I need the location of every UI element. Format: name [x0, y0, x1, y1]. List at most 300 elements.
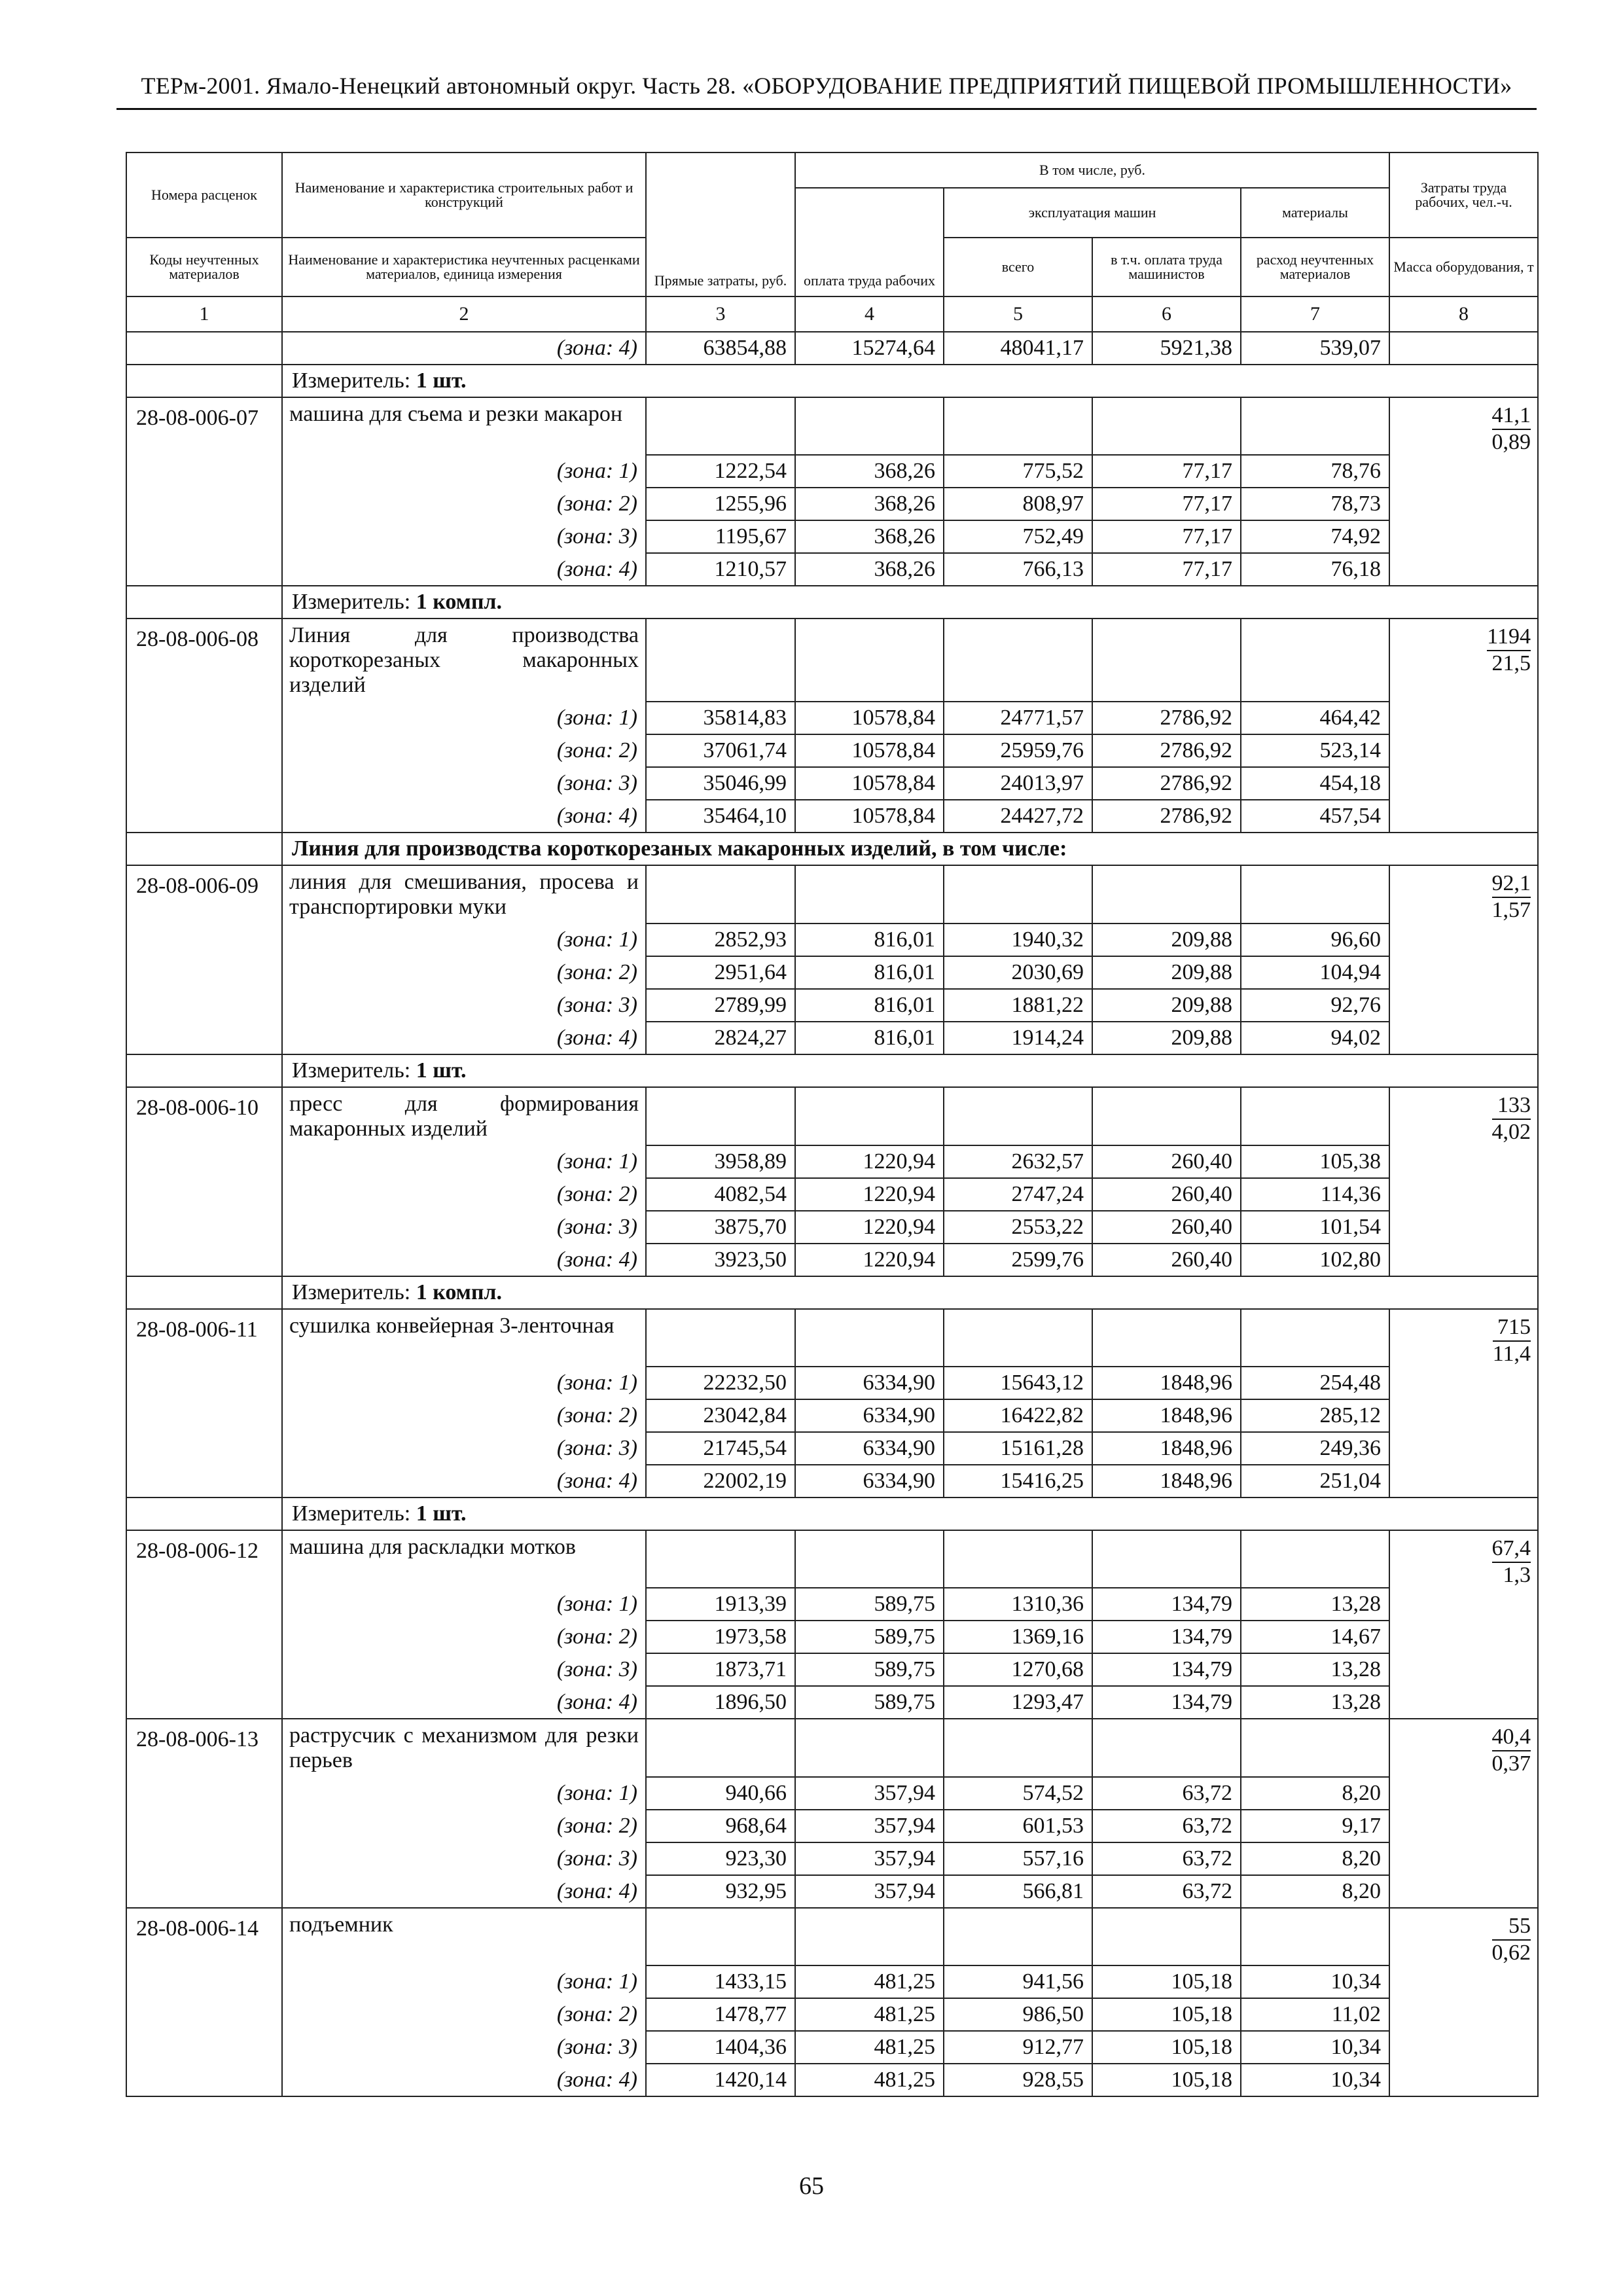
rate-title-row: [126, 1908, 1538, 1965]
machines-total: 1940,32: [944, 924, 1092, 956]
measure-unit: [282, 365, 1538, 397]
zone-row: [126, 1022, 1538, 1054]
labor-pay: 15274,64: [795, 332, 944, 365]
direct-cost: 1913,39: [646, 1588, 795, 1621]
zone-row: [126, 924, 1538, 956]
labor-pay: 10578,84: [795, 767, 944, 800]
labor-pay: 10578,84: [795, 702, 944, 734]
equipment-mass: 21,5: [1491, 651, 1531, 675]
equipment-mass: 0,62: [1491, 1941, 1531, 1965]
measure-value: 1 шт.: [416, 1058, 467, 1083]
direct-cost: 1433,15: [646, 1965, 795, 1998]
materials-cost: 114,36: [1241, 1178, 1389, 1211]
labor-pay: 816,01: [795, 956, 944, 989]
direct-cost: 932,95: [646, 1875, 795, 1908]
zone-label: (зона: 3): [282, 1432, 646, 1465]
col2-header-a: Наименование и характеристика строительных работ и конструкций: [282, 152, 646, 238]
materials-cost: 96,60: [1241, 924, 1389, 956]
labor-pay: 481,25: [795, 2064, 944, 2096]
zone-label: (зона: 1): [282, 1777, 646, 1810]
machinists-pay: 63,72: [1092, 1810, 1241, 1842]
labor-pay: 589,75: [795, 1621, 944, 1653]
direct-cost: 2852,93: [646, 924, 795, 956]
rate-title-row: [126, 1309, 1538, 1367]
materials-cost: 92,76: [1241, 989, 1389, 1022]
zone-label: (зона: 4): [282, 1465, 646, 1498]
materials-cost: 251,04: [1241, 1465, 1389, 1498]
materials-cost: 104,94: [1241, 956, 1389, 989]
machines-total: 912,77: [944, 2031, 1092, 2064]
measure-prefix: Измеритель:: [292, 1280, 416, 1304]
measure-row: [126, 1498, 1538, 1530]
zone-label: (зона: 4): [282, 1686, 646, 1719]
labor-mass: [1389, 619, 1538, 702]
direct-cost: 3875,70: [646, 1211, 795, 1244]
machines-total: 941,56: [944, 1965, 1092, 1998]
labor-mass-fraction: [1492, 403, 1531, 455]
direct-cost: 4082,54: [646, 1178, 795, 1211]
labor-pay: 6334,90: [795, 1465, 944, 1498]
rate-code: 28-08-006-12: [126, 1530, 282, 1588]
labor-pay: 6334,90: [795, 1367, 944, 1399]
labor-pay: 6334,90: [795, 1432, 944, 1465]
col3-header: Прямые затраты, руб.: [646, 152, 795, 296]
zone-row: [126, 1145, 1538, 1178]
machinists-pay: 2786,92: [1092, 734, 1241, 767]
machines-total: 986,50: [944, 1998, 1092, 2031]
labor-pay: 1220,94: [795, 1244, 944, 1276]
column-number: 3: [646, 296, 795, 332]
equipment-mass: 0,89: [1491, 430, 1531, 454]
labor-pay: 1220,94: [795, 1178, 944, 1211]
zone-label: (зона: 2): [282, 956, 646, 989]
zone-label: (зона: 3): [282, 767, 646, 800]
labor-pay: 589,75: [795, 1588, 944, 1621]
machines-total: 24427,72: [944, 800, 1092, 833]
rate-title-row: [126, 1719, 1538, 1777]
machinists-pay: 63,72: [1092, 1842, 1241, 1875]
zone-row: [126, 1810, 1538, 1842]
machines-total: 566,81: [944, 1875, 1092, 1908]
materials-cost: 11,02: [1241, 1998, 1389, 2031]
direct-cost: 1420,14: [646, 2064, 795, 2096]
materials-cost: 14,67: [1241, 1621, 1389, 1653]
machinists-pay: 134,79: [1092, 1686, 1241, 1719]
labor-pay: 589,75: [795, 1686, 944, 1719]
zone-label: (зона: 1): [282, 702, 646, 734]
col4-header: оплата труда рабочих: [795, 188, 944, 296]
zone-label: (зона: 2): [282, 1998, 646, 2031]
direct-cost: 2824,27: [646, 1022, 795, 1054]
labor-pay: 357,94: [795, 1842, 944, 1875]
materials-cost: 74,92: [1241, 520, 1389, 553]
machinists-pay: 2786,92: [1092, 800, 1241, 833]
machinists-pay: 1848,96: [1092, 1432, 1241, 1465]
direct-cost: 1973,58: [646, 1621, 795, 1653]
zone-row: [126, 1178, 1538, 1211]
rate-name: линия для смешивания, просева и транспортировки муки: [282, 865, 646, 924]
rate-title-row: [126, 619, 1538, 702]
machines-total: 752,49: [944, 520, 1092, 553]
machines-total: 48041,17: [944, 332, 1092, 365]
direct-cost: 63854,88: [646, 332, 795, 365]
labor-pay: 816,01: [795, 1022, 944, 1054]
materials-cost: 76,18: [1241, 553, 1389, 586]
materials-cost: 94,02: [1241, 1022, 1389, 1054]
labor-mass-fraction: [1493, 1315, 1531, 1367]
rate-code: 28-08-006-10: [126, 1087, 282, 1145]
machines-total: 15643,12: [944, 1367, 1092, 1399]
labor-hours: 715: [1493, 1315, 1531, 1342]
carry-over-row: [126, 332, 1538, 365]
materials-cost: 457,54: [1241, 800, 1389, 833]
direct-cost: 1873,71: [646, 1653, 795, 1686]
direct-cost: 1478,77: [646, 1998, 795, 2031]
rate-code: 28-08-006-11: [126, 1309, 282, 1367]
machinists-pay: 1848,96: [1092, 1399, 1241, 1432]
machinists-pay: 105,18: [1092, 1965, 1241, 1998]
direct-cost: 940,66: [646, 1777, 795, 1810]
materials-cost: 78,76: [1241, 455, 1389, 488]
measure-unit: [282, 586, 1538, 619]
labor-pay: 816,01: [795, 989, 944, 1022]
labor-mass: [1389, 1908, 1538, 1965]
column-number: 4: [795, 296, 944, 332]
direct-cost: 35814,83: [646, 702, 795, 734]
zone-row: [126, 1686, 1538, 1719]
zone-row: [126, 1653, 1538, 1686]
rate-title-row: [126, 865, 1538, 924]
direct-cost: 1255,96: [646, 488, 795, 520]
rate-name: пресс для формирования макаронных изделий: [282, 1087, 646, 1145]
column-number: 5: [944, 296, 1092, 332]
equipment-mass: 1,57: [1491, 898, 1531, 922]
zone-row: [126, 734, 1538, 767]
zone-row: [126, 553, 1538, 586]
direct-cost: 1404,36: [646, 2031, 795, 2064]
zone-row: [126, 1842, 1538, 1875]
labor-pay: 368,26: [795, 488, 944, 520]
zone-row: [126, 2031, 1538, 2064]
rate-code: 28-08-006-13: [126, 1719, 282, 1777]
materials-cost: 8,20: [1241, 1875, 1389, 1908]
labor-pay: 368,26: [795, 455, 944, 488]
column-numbers-row: [126, 296, 1538, 332]
labor-hours: 40,4: [1492, 1725, 1531, 1751]
machines-total: 557,16: [944, 1842, 1092, 1875]
direct-cost: 21745,54: [646, 1432, 795, 1465]
machinists-pay: 134,79: [1092, 1653, 1241, 1686]
column-number: 6: [1092, 296, 1241, 332]
zone-label: (зона: 2): [282, 488, 646, 520]
zone-row: [126, 989, 1538, 1022]
measure-prefix: Измеритель:: [292, 368, 416, 393]
direct-cost: 35464,10: [646, 800, 795, 833]
direct-cost: 3958,89: [646, 1145, 795, 1178]
labor-pay: 481,25: [795, 1965, 944, 1998]
zone-row: [126, 956, 1538, 989]
rate-name: машина для раскладки мотков: [282, 1530, 646, 1588]
rate-name: раструсчик с механизмом для резки перьев: [282, 1719, 646, 1777]
equipment-mass: 1,3: [1503, 1563, 1531, 1587]
zone-row: [126, 1367, 1538, 1399]
zone-row: [126, 488, 1538, 520]
direct-cost: 1210,57: [646, 553, 795, 586]
zone-label: (зона: 2): [282, 1810, 646, 1842]
zone-label: (зона: 1): [282, 1367, 646, 1399]
materials-cost: 13,28: [1241, 1588, 1389, 1621]
machines-total: 1270,68: [944, 1653, 1092, 1686]
machinists-pay: 63,72: [1092, 1777, 1241, 1810]
measure-value: 1 компл.: [416, 1280, 503, 1304]
column-number: 1: [126, 296, 282, 332]
labor-mass: [1389, 1087, 1538, 1145]
measure-prefix: Измеритель:: [292, 590, 416, 614]
materials-cost: 285,12: [1241, 1399, 1389, 1432]
materials-cost: 101,54: [1241, 1211, 1389, 1244]
materials-cost: 10,34: [1241, 2031, 1389, 2064]
measure-unit: [282, 1276, 1538, 1309]
zone-row: [126, 1621, 1538, 1653]
direct-cost: 3923,50: [646, 1244, 795, 1276]
measure-value: 1 шт.: [416, 1501, 467, 1526]
machines-total: 24013,97: [944, 767, 1092, 800]
machinists-pay: 134,79: [1092, 1588, 1241, 1621]
labor-pay: 1220,94: [795, 1211, 944, 1244]
rate-code: 28-08-006-14: [126, 1908, 282, 1965]
page-header: ТЕРм-2001. Ямало-Ненецкий автономный округ. Часть 28. «ОБОРУДОВАНИЕ ПРЕДПРИЯТИЙ ПИЩЕВОЙ ПРОМЫШЛЕННОСТИ»: [141, 73, 1512, 99]
measure-row: [126, 1276, 1538, 1309]
zone-label: (зона: 4): [282, 332, 646, 365]
zone-row: [126, 1211, 1538, 1244]
materials-cost: 13,28: [1241, 1653, 1389, 1686]
zone-row: [126, 520, 1538, 553]
machinists-pay: 209,88: [1092, 956, 1241, 989]
zone-label: (зона: 3): [282, 989, 646, 1022]
materials-cost: 523,14: [1241, 734, 1389, 767]
machinists-pay: 105,18: [1092, 2031, 1241, 2064]
measure-unit: [282, 1054, 1538, 1087]
direct-cost: 1896,50: [646, 1686, 795, 1719]
zone-label: (зона: 4): [282, 800, 646, 833]
labor-hours: 92,1: [1492, 871, 1531, 898]
labor-mass: [1389, 865, 1538, 924]
materials-cost: 78,73: [1241, 488, 1389, 520]
labor-pay: 6334,90: [795, 1399, 944, 1432]
zone-label: (зона: 2): [282, 1399, 646, 1432]
labor-hours: 41,1: [1492, 403, 1531, 430]
labor-pay: 816,01: [795, 924, 944, 956]
machinists-pay: 209,88: [1092, 924, 1241, 956]
zone-row: [126, 800, 1538, 833]
zone-label: (зона: 4): [282, 1022, 646, 1054]
zone-label: (зона: 3): [282, 520, 646, 553]
zone-label: (зона: 4): [282, 553, 646, 586]
machines-total: 928,55: [944, 2064, 1092, 2096]
labor-mass-fraction: [1492, 1093, 1531, 1145]
machines-total: 2553,22: [944, 1211, 1092, 1244]
zone-label: (зона: 1): [282, 924, 646, 956]
machines-total: 2599,76: [944, 1244, 1092, 1276]
rate-code: 28-08-006-09: [126, 865, 282, 924]
labor-pay: 357,94: [795, 1777, 944, 1810]
machines-total: 1914,24: [944, 1022, 1092, 1054]
machinists-pay: 209,88: [1092, 1022, 1241, 1054]
materials-cost: 9,17: [1241, 1810, 1389, 1842]
zone-row: [126, 1399, 1538, 1432]
zone-row: [126, 1588, 1538, 1621]
labor-mass: [1389, 1309, 1538, 1367]
materials-cost: 454,18: [1241, 767, 1389, 800]
rate-name: подъемник: [282, 1908, 646, 1965]
labor-pay: 1220,94: [795, 1145, 944, 1178]
machinists-pay: 209,88: [1092, 989, 1241, 1022]
measure-row: [126, 365, 1538, 397]
labor-hours: 1194: [1487, 624, 1531, 651]
zone-label: (зона: 4): [282, 2064, 646, 2096]
labor-mass: [1389, 397, 1538, 455]
rate-title-row: [126, 1530, 1538, 1588]
incl-header: В том числе, руб.: [795, 152, 1389, 188]
labor-mass-fraction: [1492, 1914, 1531, 1965]
machines-total: 15161,28: [944, 1432, 1092, 1465]
machines-total: 775,52: [944, 455, 1092, 488]
labor-mass: [1389, 1719, 1538, 1777]
measure-value: 1 компл.: [416, 590, 503, 614]
direct-cost: 35046,99: [646, 767, 795, 800]
col8-header-a: Затраты труда рабочих, чел.-ч.: [1389, 152, 1538, 238]
machinists-pay: 1848,96: [1092, 1465, 1241, 1498]
machinists-pay: 105,18: [1092, 2064, 1241, 2096]
machinists-pay: 260,40: [1092, 1211, 1241, 1244]
zone-label: (зона: 3): [282, 1211, 646, 1244]
column-number: 8: [1389, 296, 1538, 332]
machines-total: 25959,76: [944, 734, 1092, 767]
equipment-mass: 0,37: [1491, 1751, 1531, 1776]
machines-total: 24771,57: [944, 702, 1092, 734]
labor-pay: 357,94: [795, 1810, 944, 1842]
zone-label: (зона: 1): [282, 1145, 646, 1178]
rates-table: [126, 152, 1539, 2097]
machines-total: 766,13: [944, 553, 1092, 586]
measure-row: [126, 586, 1538, 619]
labor-hours: 133: [1492, 1093, 1531, 1120]
machines-total: 601,53: [944, 1810, 1092, 1842]
machinists-pay: 63,72: [1092, 1875, 1241, 1908]
materials-cost: 249,36: [1241, 1432, 1389, 1465]
zone-label: (зона: 3): [282, 2031, 646, 2064]
labor-hours: 55: [1492, 1914, 1531, 1941]
section-title: Линия для производства короткорезаных макаронных изделий, в том числе:: [282, 833, 1538, 865]
machinists-pay: 77,17: [1092, 553, 1241, 586]
labor-pay: 368,26: [795, 553, 944, 586]
rate-name: Линия для производства короткорезаных макаронных изделий: [282, 619, 646, 702]
col1-header-b: Коды неучтенных материалов: [126, 238, 282, 296]
machinists-pay: 77,17: [1092, 455, 1241, 488]
zone-label: (зона: 2): [282, 1621, 646, 1653]
zone-row: [126, 1244, 1538, 1276]
materials-cost: 10,34: [1241, 1965, 1389, 1998]
equipment-mass: 11,4: [1492, 1342, 1531, 1366]
table-header: [126, 152, 1538, 296]
machines-total: 1293,47: [944, 1686, 1092, 1719]
zone-row: [126, 702, 1538, 734]
machines-total: 1369,16: [944, 1621, 1092, 1653]
machines-total: 15416,25: [944, 1465, 1092, 1498]
labor-mass-fraction: [1492, 871, 1531, 923]
labor-mass: [1389, 1530, 1538, 1588]
zone-label: (зона: 1): [282, 455, 646, 488]
col7-header: расход неучтенных материалов: [1241, 238, 1389, 296]
materials-cost: 105,38: [1241, 1145, 1389, 1178]
materials-cost: 254,48: [1241, 1367, 1389, 1399]
machines-total: 16422,82: [944, 1399, 1092, 1432]
labor-mass-fraction: [1492, 1536, 1531, 1588]
labor-mass-fraction: [1487, 624, 1531, 676]
measure-row: [126, 1054, 1538, 1087]
machinists-pay: 260,40: [1092, 1145, 1241, 1178]
equipment-mass: 4,02: [1491, 1120, 1531, 1144]
machinists-pay: 77,17: [1092, 488, 1241, 520]
zone-row: [126, 1998, 1538, 2031]
labor-hours: 67,4: [1492, 1536, 1531, 1563]
machinists-pay: 2786,92: [1092, 767, 1241, 800]
rate-name: машина для съема и резки макарон: [282, 397, 646, 455]
machinists-pay: 260,40: [1092, 1244, 1241, 1276]
rate-code: 28-08-006-08: [126, 619, 282, 702]
section-row: [126, 833, 1538, 865]
rate-name: сушилка конвейерная 3-ленточная: [282, 1309, 646, 1367]
zone-label: (зона: 3): [282, 1842, 646, 1875]
rate-code: 28-08-006-07: [126, 397, 282, 455]
rate-title-row: [126, 1087, 1538, 1145]
labor-pay: 589,75: [795, 1653, 944, 1686]
column-number: 2: [282, 296, 646, 332]
col6-header: в т.ч. оплата труда машинистов: [1092, 238, 1241, 296]
measure-unit: [282, 1498, 1538, 1530]
machinists-pay: 2786,92: [1092, 702, 1241, 734]
labor-pay: 368,26: [795, 520, 944, 553]
materials-cost: 539,07: [1241, 332, 1389, 365]
machines-total: 1881,22: [944, 989, 1092, 1022]
col5-header: всего: [944, 238, 1092, 296]
materials-header: материалы: [1241, 188, 1389, 238]
machines-total: 574,52: [944, 1777, 1092, 1810]
page-number: 65: [799, 2172, 824, 2200]
zone-row: [126, 1465, 1538, 1498]
header-rule: [116, 108, 1537, 110]
zone-label: (зона: 2): [282, 734, 646, 767]
col2-header-b: Наименование и характеристика неучтенных расценками материалов, единица измерения: [282, 238, 646, 296]
zone-label: (зона: 4): [282, 1244, 646, 1276]
machines-total: 2632,57: [944, 1145, 1092, 1178]
rate-title-row: [126, 397, 1538, 455]
zone-row: [126, 1777, 1538, 1810]
direct-cost: 1222,54: [646, 455, 795, 488]
column-number: 7: [1241, 296, 1389, 332]
labor-pay: 10578,84: [795, 800, 944, 833]
materials-cost: 464,42: [1241, 702, 1389, 734]
labor-pay: 357,94: [795, 1875, 944, 1908]
measure-prefix: Измеритель:: [292, 1058, 416, 1083]
machinists-pay: 105,18: [1092, 1998, 1241, 2031]
table-body: [126, 296, 1538, 2096]
materials-cost: 10,34: [1241, 2064, 1389, 2096]
zone-row: [126, 455, 1538, 488]
labor-mass-fraction: [1492, 1725, 1531, 1776]
machinists-pay: 134,79: [1092, 1621, 1241, 1653]
labor-pay: 10578,84: [795, 734, 944, 767]
